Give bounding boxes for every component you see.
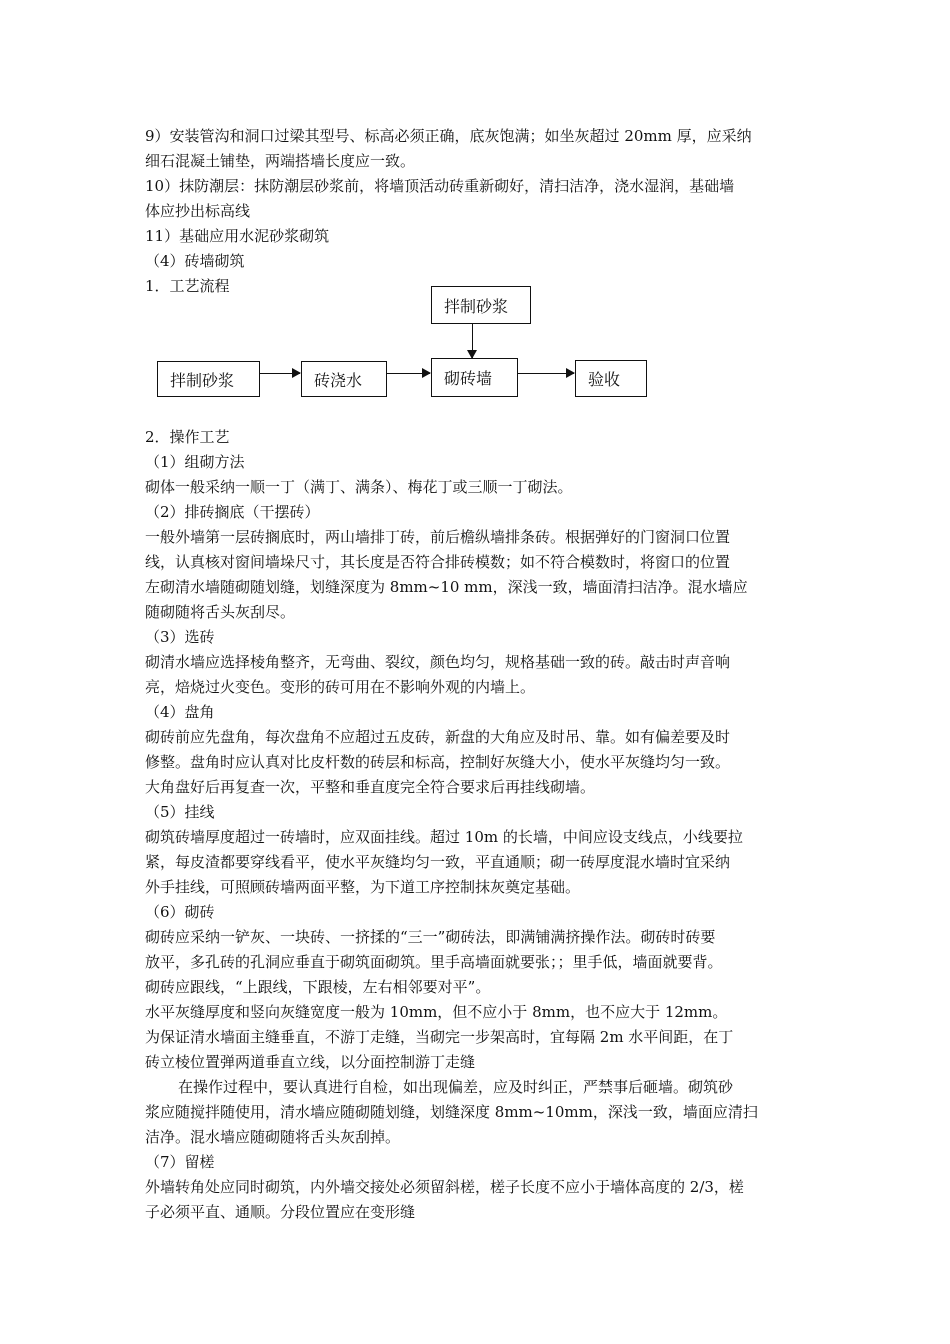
- paragraph-line: 砌砖应采纳一铲灰、一块砖、一挤揉的“三一”砌砖法，即满铺满挤操作法。砌砖时砖要: [145, 928, 716, 946]
- paragraph-line: 线，认真核对窗间墙垛尺寸，其长度是否符合排砖模数；如不符合模数时，将窗口的位置: [145, 553, 731, 571]
- paragraph-line: 砌砖前应先盘角，每次盘角不应超过五皮砖，新盘的大角应及时吊、靠。如有偏差要及时: [145, 728, 731, 746]
- paragraph-line: 子必须平直、通顺。分段位置应在变形缝: [145, 1203, 416, 1221]
- paragraph-line: 放平，多孔砖的孔洞应垂直于砌筑面砌筑。里手高墙面就要张；；里手低，墙面就要背。: [145, 953, 723, 971]
- paragraph-line: 在操作过程中，要认真进行自检，如出现偏差，应及时纠正，严禁事后砸墙。砌筑砂: [178, 1078, 734, 1096]
- paragraph-line: 洁净。混水墙应随砌随将舌头灰刮掉。: [145, 1128, 401, 1146]
- flow-box-label: 砌砖墙: [444, 369, 493, 388]
- paragraph-line: 砌砖应跟线，“上跟线，下跟棱，左右相邻要对平”。: [145, 978, 491, 996]
- section-heading: 2．操作工艺: [145, 428, 230, 446]
- subsection-heading: （7）留槎: [145, 1153, 215, 1171]
- paragraph-line: 紧，每皮渣都要穿线看平，使水平灰缝均匀一致，平直通顺；砌一砖厚度混水墙时宜采纳: [145, 853, 731, 871]
- paragraph-line: 修整。盘角时应认真对比皮杆数的砖层和标高，控制好灰缝大小，使水平灰缝均匀一致。: [145, 753, 731, 771]
- paragraph-line: 随砌随将舌头灰刮尽。: [145, 603, 296, 621]
- paragraph-line: 11）基础应用水泥砂浆砌筑: [145, 227, 330, 245]
- subsection-heading: （4）盘角: [145, 703, 215, 721]
- subsection-heading: （3）选砖: [145, 628, 215, 646]
- right-arrow: [260, 373, 300, 374]
- paragraph-line: 外墙转角处应同时砌筑，内外墙交接处必须留斜槎，槎子长度不应小于墙体高度的 2/3，槎: [145, 1178, 744, 1196]
- subsection-heading: （1）组砌方法: [145, 453, 245, 471]
- flow-box-mix-mortar: [157, 361, 260, 397]
- section-heading: 1．工艺流程: [145, 277, 230, 295]
- flow-box-wet-bricks: [301, 361, 387, 397]
- paragraph-line: 砌清水墙应选择棱角整齐，无弯曲、裂纹，颜色均匀，规格基础一致的砖。敲击时声音响: [145, 653, 731, 671]
- paragraph-line: 一般外墙第一层砖搁底时，两山墙排丁砖，前后檐纵墙排条砖。根据弹好的门窗洞口位置: [145, 528, 731, 546]
- flow-box-mix-mortar-top: [431, 286, 531, 324]
- flow-box-label: 验收: [588, 370, 621, 389]
- paragraph-line: 左砌清水墙随砌随划缝，划缝深度为 8mm~10 mm，深浅一致，墙面清扫洁净。混水墙应: [145, 578, 748, 596]
- paragraph-line: 外手挂线，可照顾砖墙两面平整，为下道工序控制抹灰奠定基础。: [145, 878, 581, 896]
- flow-box-lay-bricks: [431, 358, 518, 397]
- paragraph-line: 水平灰缝厚度和竖向灰缝宽度一般为 10mm，但不应小于 8mm，也不应大于 12mm。: [145, 1003, 728, 1021]
- paragraph-line: 为保证清水墙面主缝垂直，不游丁走缝，当砌完一步架高时，宜每隔 2m 水平间距，在丁: [145, 1028, 734, 1046]
- flow-box-label: 拌制砂浆: [170, 370, 235, 390]
- paragraph-line: 细石混凝土铺垫，两端搭墙长度应一致。: [145, 152, 416, 170]
- paragraph-line: 砖立棱位置弹两道垂直立线，以分面控制游丁走缝: [145, 1053, 476, 1071]
- paragraph-line: 体应抄出标高线: [145, 202, 251, 220]
- paragraph-line: 10）抹防潮层：抹防潮层砂浆前，将墙顶活动砖重新砌好，清扫洁净，浇水湿润，基础墙: [145, 177, 735, 195]
- flow-box-label: 拌制砂浆: [444, 296, 509, 316]
- paragraph-line: 9）安装管沟和洞口过梁其型号、标高必须正确，底灰饱满；如坐灰超过 20mm 厚，应采纳: [145, 127, 752, 145]
- paragraph-line: 浆应随搅拌随使用，清水墙应随砌随划缝，划缝深度 8mm~10mm，深浅一致，墙面应清扫: [145, 1103, 758, 1121]
- right-arrow: [387, 373, 430, 374]
- paragraph-line: 大角盘好后再复查一次，平整和垂直度完全符合要求后再挂线砌墙。: [145, 778, 596, 796]
- flow-box-label: 砖浇水: [314, 370, 363, 390]
- section-heading: （4）砖墙砌筑: [145, 252, 245, 270]
- paragraph-line: 砌体一般采纳一顺一丁（满丁、满条）、梅花丁或三顺一丁砌法。: [145, 478, 573, 496]
- down-arrow: [472, 324, 473, 358]
- paragraph-line: 亮，焙烧过火变色。变形的砖可用在不影响外观的内墙上。: [145, 678, 536, 696]
- subsection-heading: （5）挂线: [145, 803, 215, 821]
- flow-box-acceptance: [575, 360, 647, 397]
- right-arrow: [518, 373, 574, 374]
- subsection-heading: （6）砌砖: [145, 903, 215, 921]
- paragraph-line: 砌筑砖墙厚度超过一砖墙时，应双面挂线。超过 10m 的长墙，中间应设支线点，小线要拉: [145, 828, 743, 846]
- subsection-heading: （2）排砖搁底（干摆砖）: [145, 503, 320, 521]
